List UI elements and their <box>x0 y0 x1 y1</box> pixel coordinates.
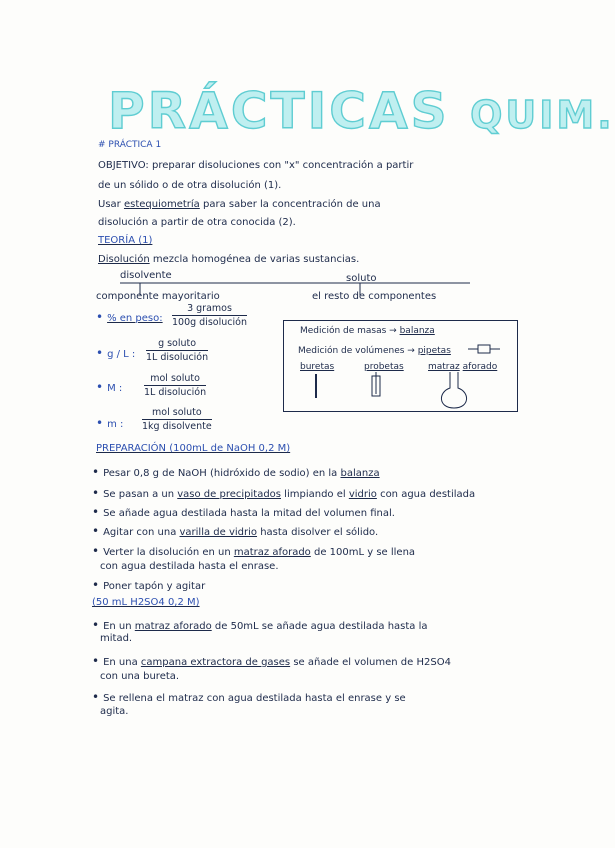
prep-step-5: • Verter la disolución en un matraz aforado de 100mL y se llena <box>92 544 415 558</box>
formula-molaridad-fraction: mol soluto 1L disolución <box>144 373 207 398</box>
pipette-icon <box>468 345 500 353</box>
h2so4-step-3-cont: agita. <box>100 706 129 717</box>
formula-peso-fraction: 3 gramos 100g disolución <box>172 303 247 328</box>
keyword-pipetas: pipetas <box>417 346 451 356</box>
title-tail: QUIM. <box>470 93 615 137</box>
soluto-description: el resto de componentes <box>312 291 437 302</box>
prep-step-6: • Poner tapón y agitar <box>92 578 205 592</box>
theory-heading: TEORÍA (1) <box>98 235 153 246</box>
prep-step-2: • Se pasan a un vaso de precipitados limpiando el vidrio con agua destilada <box>92 486 475 500</box>
keyword-balanza: balanza <box>399 326 435 336</box>
prep-step-4: • Agitar con una varilla de vidrio hasta disolver el sólido. <box>92 524 378 538</box>
formula-molaridad-label: • M : <box>96 380 122 394</box>
h2so4-step-2-cont: con una bureta. <box>100 671 180 682</box>
formula-gl-fraction: g soluto 1L disolución <box>146 338 209 363</box>
preparation-heading: PREPARACIÓN (100mL de NaOH 0,2 M) <box>96 443 291 454</box>
box-buretas: buretas <box>300 362 335 372</box>
prep-step-1: • Pesar 0,8 g de NaOH (hidróxido de sodio) en la balanza <box>92 465 380 479</box>
formula-molalidad-fraction: mol soluto 1kg disolvente <box>142 407 212 432</box>
objective-line-1: OBJETIVO: preparar disoluciones con "x" concentración a partir <box>98 160 414 171</box>
objective-line-2: de un sólido o de otra disolución (1). <box>98 180 282 191</box>
prep-step-3: • Se añade agua destilada hasta la mitad del volumen final. <box>92 505 395 519</box>
keyword-estequiometria: estequiometría <box>123 199 200 210</box>
h2so4-step-3: • Se rellena el matraz con agua destilada hasta el enrase y se <box>92 690 406 704</box>
box-probetas: probetas <box>364 362 404 372</box>
objective-line-3: Usar estequiometría para saber la concentración de una <box>98 199 381 210</box>
h2so4-step-2: • En una campana extractora de gases se añade el volumen de H2SO4 <box>92 654 451 668</box>
box-matraz: matraz aforado <box>428 362 498 372</box>
practice-number: # PRÁCTICA 1 <box>98 140 162 150</box>
h2so4-step-1: • En un matraz aforado de 50mL se añade agua destilada hasta la <box>92 618 428 632</box>
box-volumen: Medición de volúmenes → pipetas <box>298 346 451 356</box>
h2so4-step-1-cont: mitad. <box>100 633 133 644</box>
formula-gl-label: • g / L : <box>96 346 135 360</box>
formula-molalidad-label: • m : <box>96 416 123 430</box>
formula-peso-label: • % en peso: <box>96 310 163 324</box>
h2so4-heading: (50 mL H2SO4 0,2 M) <box>92 597 200 608</box>
theory-definition: Disolución mezcla homogénea de varias sustancias. <box>98 254 360 265</box>
soluto-label: soluto <box>346 273 377 284</box>
probeta-icon <box>372 372 380 396</box>
matraz-aforado-icon <box>441 372 466 408</box>
objective-line-4: disolución a partir de otra conocida (2). <box>98 217 296 228</box>
disolvente-description: componente mayoritario <box>96 291 220 302</box>
prep-step-5-cont: con agua destilada hasta el enrase. <box>100 561 279 572</box>
title-main: PRÁCTICAS <box>108 82 450 140</box>
box-masa: Medición de masas → balanza <box>300 326 435 336</box>
disolvente-label: disolvente <box>120 270 172 281</box>
keyword-disolucion: Disolución <box>98 254 150 265</box>
